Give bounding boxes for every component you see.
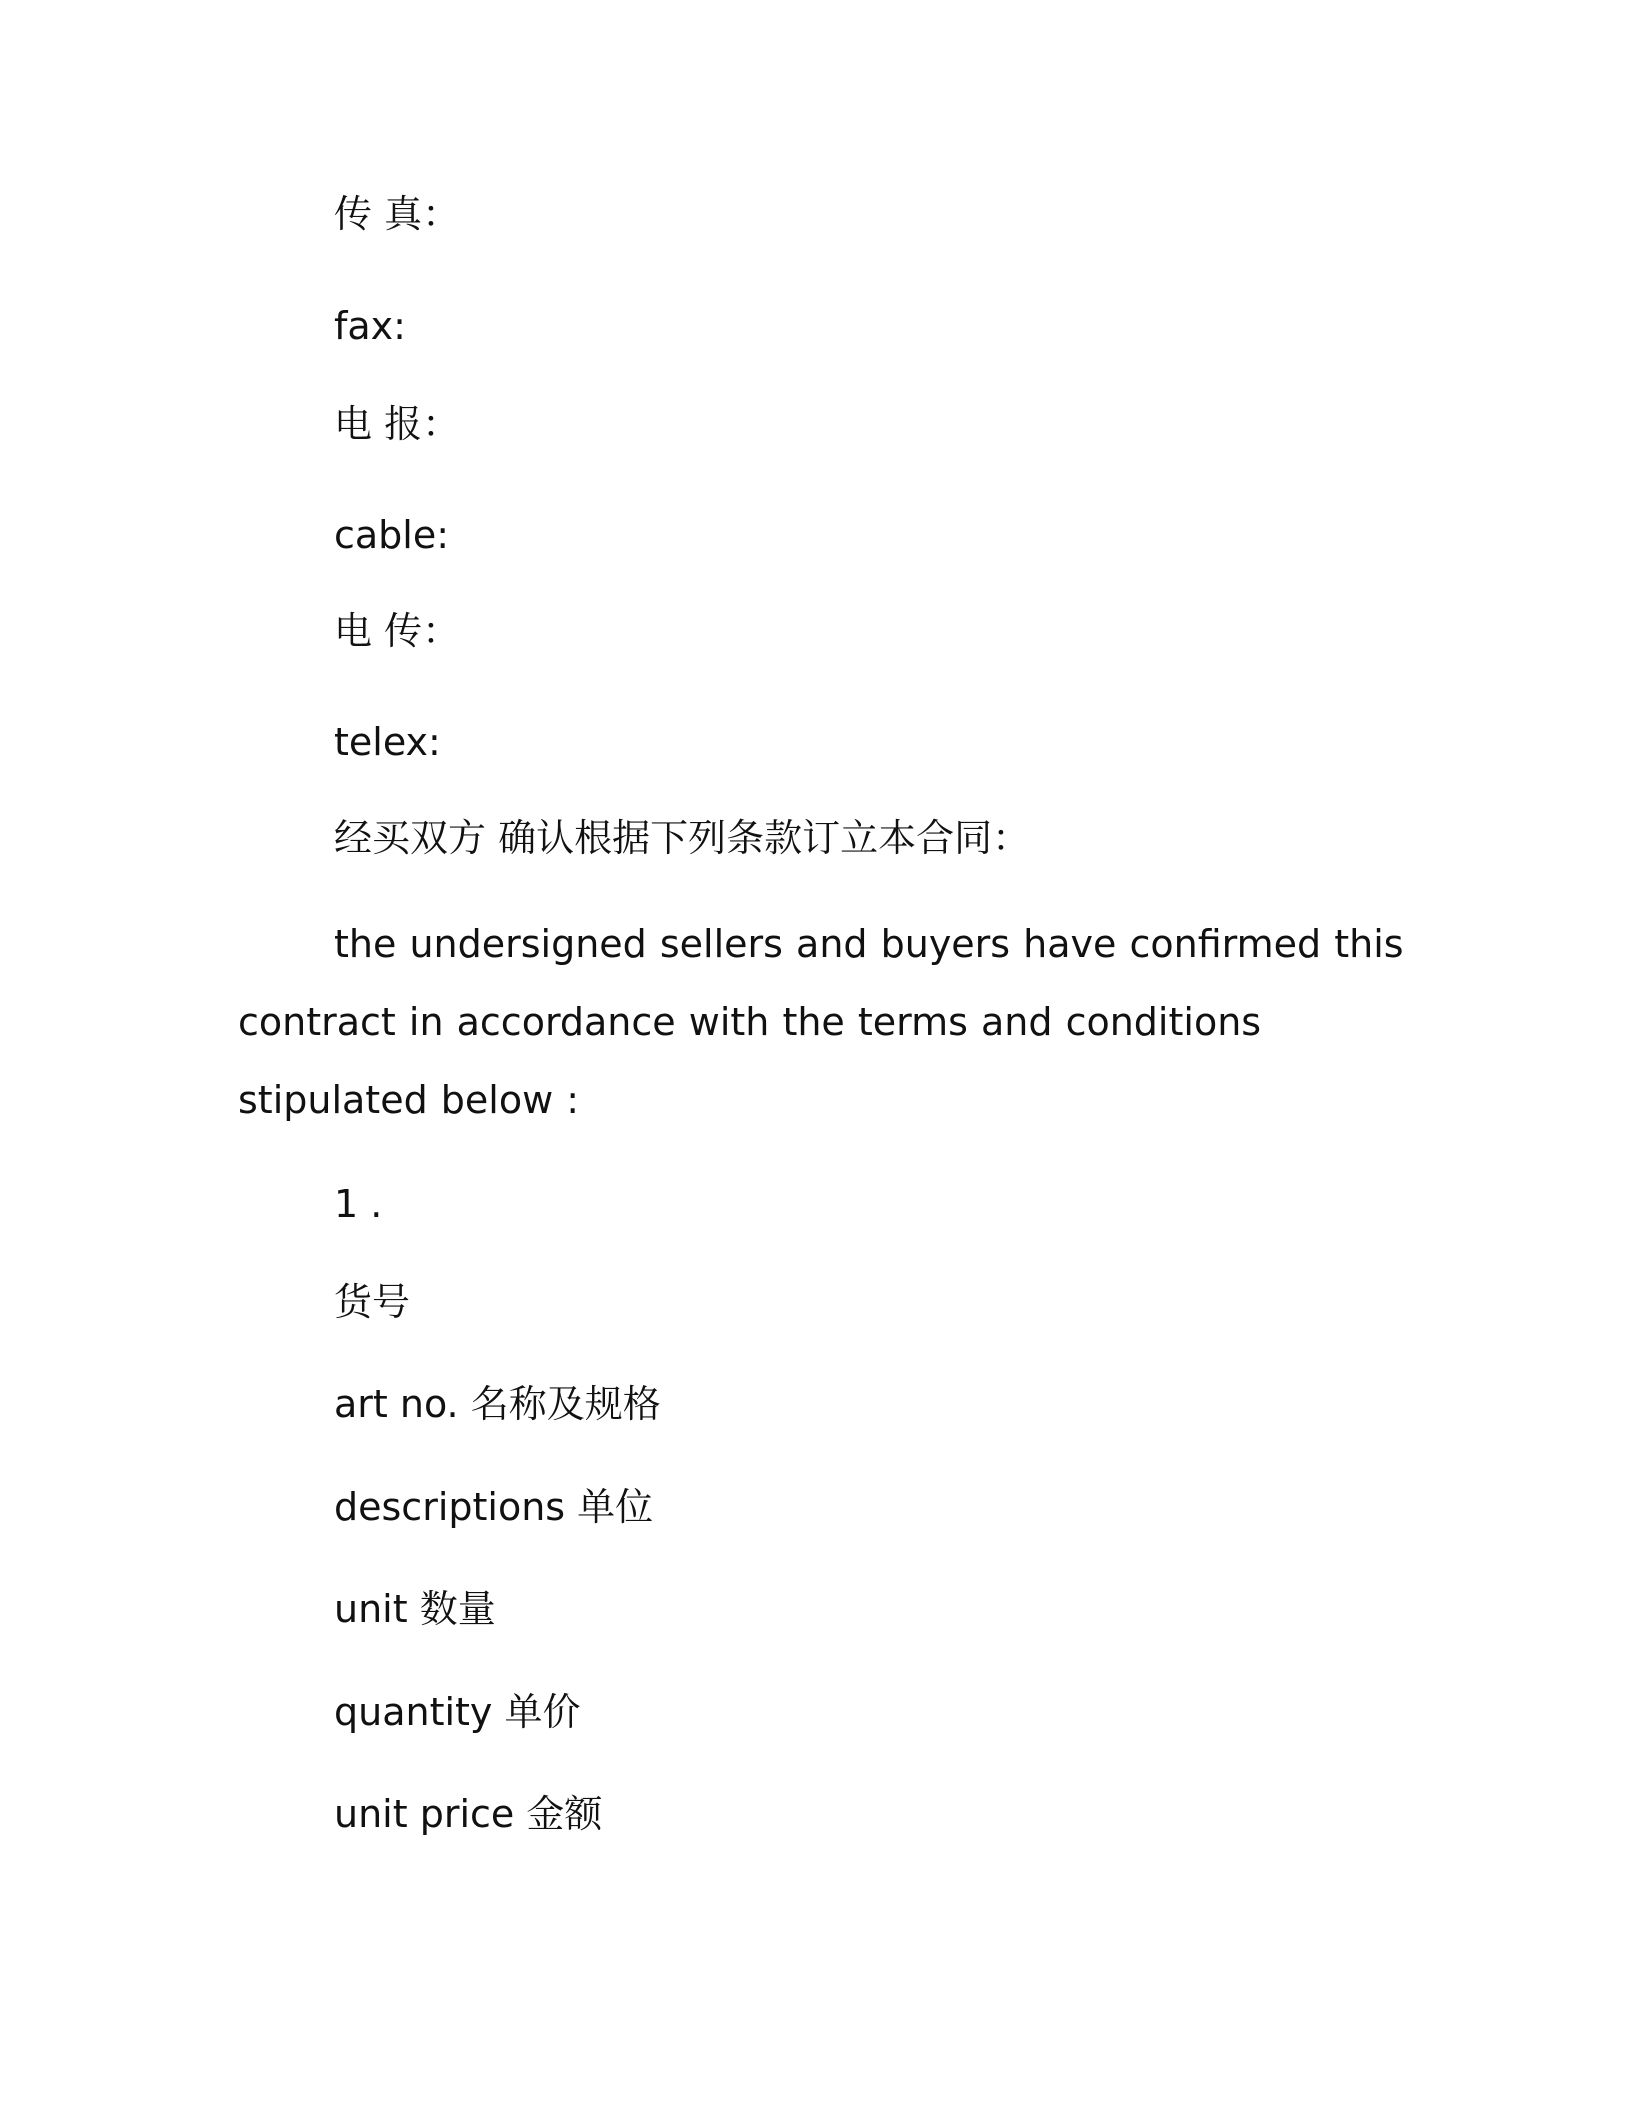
cable-label-en: cable: xyxy=(334,513,450,557)
clause-number: 1 . xyxy=(334,1182,383,1226)
item-heading-art-no-zh: 货号 xyxy=(334,1280,411,1324)
fax-label-en: fax: xyxy=(334,304,406,348)
item-heading-quantity: quantity 单价 xyxy=(334,1690,581,1734)
agreement-statement-zh: 经买双方 确认根据下列条款订立本合同： xyxy=(334,816,1031,860)
item-heading-unit-price: unit price 金额 xyxy=(334,1792,603,1836)
item-heading-unit: unit 数量 xyxy=(334,1587,496,1631)
telex-label-en: telex: xyxy=(334,720,441,764)
telex-label-zh: 电 传： xyxy=(334,609,461,653)
item-heading-descriptions: descriptions 单位 xyxy=(334,1485,654,1529)
fax-label-zh: 传 真： xyxy=(334,192,461,236)
agreement-statement-en: the undersigned sellers and buyers have confirmed this contract in accordance with the terms and conditions stipulated below : xyxy=(238,922,1404,1122)
item-heading-art-no: art no. 名称及规格 xyxy=(334,1382,661,1426)
cable-label-zh: 电 报： xyxy=(334,402,461,446)
